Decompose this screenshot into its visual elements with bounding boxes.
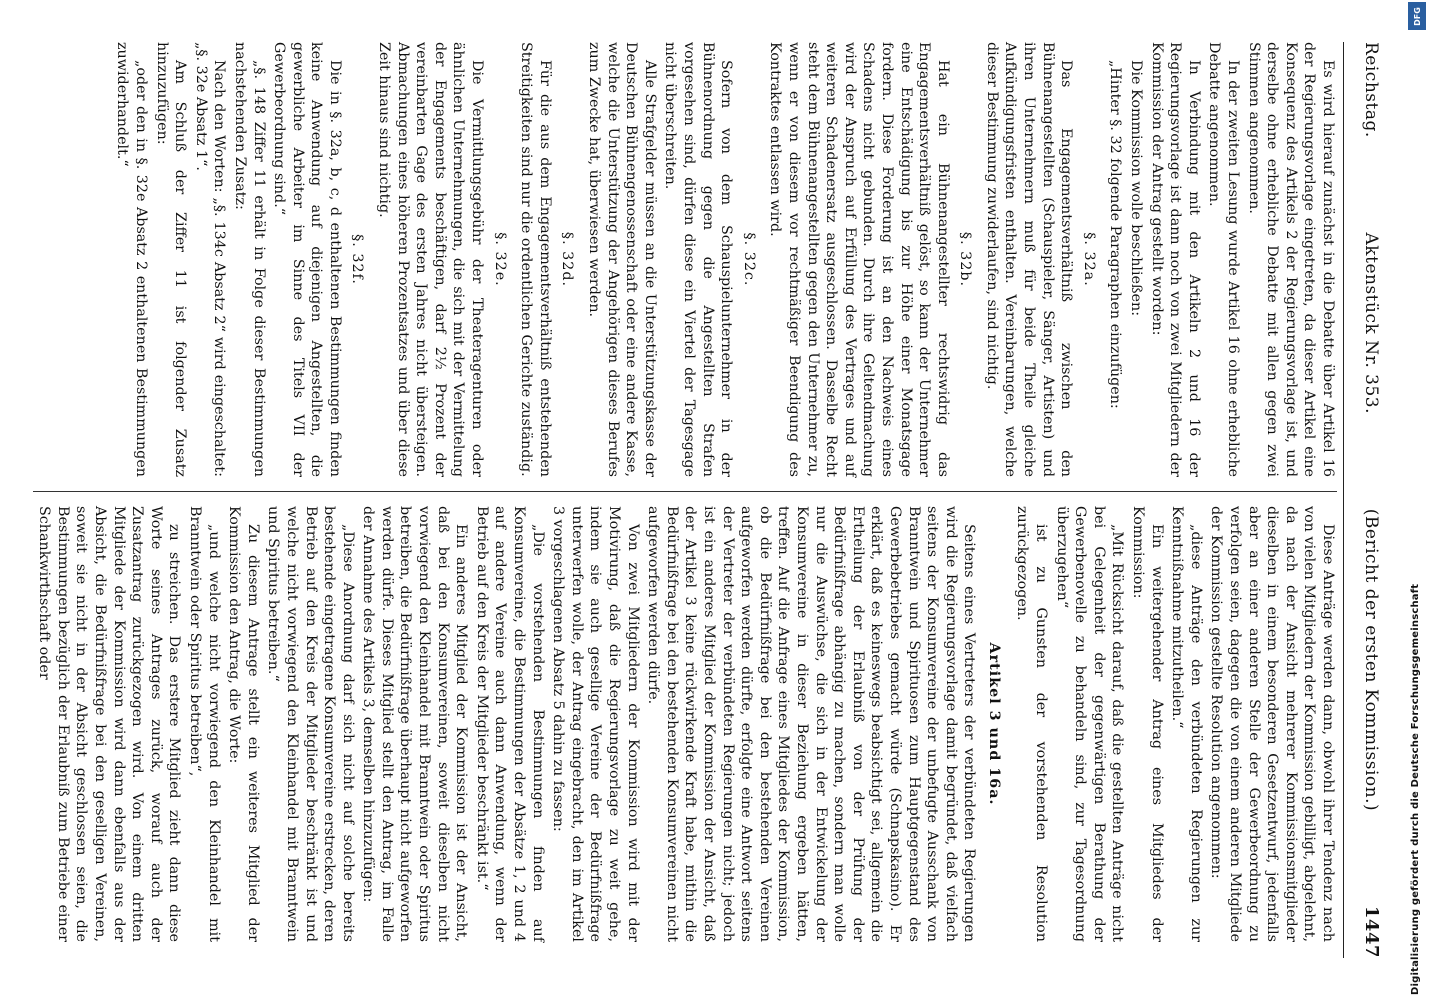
paragraph: Zu diesem Antrage stellt ein weiteres Mitglied der Kommission den Antrag, die Worte: (226, 506, 261, 942)
paragraph: Ein anderes Mitglied der Kommission ist der Ansicht, daß bei den Konsumvereinen, soweit dieselben nicht vorwiegend den Kleinhandel mit Branntwein oder Spiritus betreiben, die Bedürfnißfrage überhaupt nicht aufgeworfen werden dürfe. Dieses Mitglied stellt den Antrag, im Falle der Annahme des Artikels 3, demselben hinzuzufügen: (360, 506, 470, 942)
paragraph-marker: §. 32d. (559, 231, 576, 288)
dfg-logo: DFG (1408, 2, 1426, 30)
digitization-credit: Digitalisierung gefördert durch die Deutsche Forschungsgemeinschaft (1410, 583, 1421, 995)
paragraph: „Diese Anordnung darf sich nicht auf solche bereits bestehende eingetragene Konsumvereine erstrecken, deren Betrieb auf den Kreis der Mitglieder beschränkt ist und welche nicht vorwiegend den Kleinhandel mit Branntwein und Spiritus betreiben.“ (265, 506, 356, 942)
paragraph: Diese Anträge werden dann, obwohl ihrer Tendenz nach von vielen Mitgliedern der Kommission gebilligt, abgelehnt, da nach der Ansicht mehrerer Kommissionsmitglieder dieselben in einem besonderen Gesetzentwurf, jedenfalls aber an einer anderen Stelle der Gewerbeordnung zu verfolgen seien, dagegen die von einem anderen Mitgliede der Kommission gestellte Resolution angenommen: (1208, 506, 1336, 942)
header-report-title: (Bericht der ersten Kommission.) (1361, 508, 1381, 812)
paragraph: „oder den in §. 32e Absatz 2 enthaltenen Bestimmungen zuwiderhandelt.“ (114, 42, 149, 477)
paragraph: Es wird hierauf zunächst in die Debatte über Artikel 16 der Regierungsvorlage eingetreten, da dieser Artikel eine Konsequenz des Artikels 2 der Regierungsvorlage ist, und derselbe ohne erhebliche Debatte mit allen gegen zwei Stimmen angenommen. (1245, 42, 1336, 477)
paragraph: Für die aus dem Engagementsverhältniß entstehenden Streitigkeiten sind nur die ordentlichen Gerichte zuständig. (518, 42, 553, 477)
paragraph: „§. 148 Ziffer 11 erhält in Folge dieser Bestimmungen nachstehenden Zusatz: (231, 42, 267, 477)
paragraph: „und welche nicht vorwiegend den Kleinhandel mit Branntwein oder Spiritus betreiben“, (186, 506, 222, 942)
paragraph: ist zu Gunsten der vorstehenden Resolution zurückgezogen. (1014, 506, 1050, 942)
paragraph: Am Schluß der Ziffer 11 ist folgender Zusatz hinzuzufügen: (153, 42, 189, 477)
paragraph: Ein weitergehender Antrag eines Mitgliedes der Kommission: (1130, 506, 1165, 942)
paragraph: Nach den Worten: „§. 134c Absatz 2“ wird eingeschaltet: „§. 32e Absatz 1“. (192, 42, 228, 477)
paragraph: Die in §. 32a, b, c, d enthaltenen Bestimmungen finden keine Anwendung auf diejenigen Angestellten, die gewerbliche Arbeiter im Sinne des Titels VII der Gewerbeordnung sind.“ (271, 42, 343, 477)
paragraph: „Hinter §. 32 folgende Paragraphen einzufügen: (1107, 60, 1124, 409)
paragraph: In der zweiten Lesung wurde Artikel 16 ohne erhebliche Debatte angenommen. (1206, 42, 1242, 477)
paragraph: „Die vorstehenden Bestimmungen finden auf Konsumvereine, die Bestimmungen der Absätze 1, 2 und 4 auf andere Vereine auch dann Anwendung, wenn der Betrieb auf den Kreis der Mitglieder beschränkt ist.“ (473, 506, 546, 942)
paragraph: Seitens eines Vertreters der verbündeten Regierungen wird die Regierungsvorlage damit begründet, daß vielfach seitens der Konsumvereine der unbefugte Ausschank von Branntwein und Spirituosen zum Hauptgegenstand des Gewerbebetriebes gemacht würde (Schnapskasino). Er erklärt, daß es keineswegs beabsichtigt sei, allgemein die Ertheilung der Erlaubniß von der Prüfung der Bedürfnißfrage abhängig zu machen, sondern man wolle nur die Auswüchse, die sich in der Entwickelung der Konsumvereine in dieser Beziehung ergeben hätten, treffen. Auf die Anfrage eines Mitgliedes der Kommission, ob die Bedürfnißfrage bei den bestehenden Vereinen aufgeworfen werden dürfte, erfolgte eine Antwort seitens der Vertreter der verbündeten Regierungen nicht; jedoch ist ein anderes Mitglied der Kommission der Ansicht, daß der Artikel 3 keine rückwirkende Kraft habe, mithin die Bedürfnißfrage bei den bestehenden Konsumvereinen nicht aufgeworfen werden dürfe. (645, 506, 978, 942)
text-columns (33, 42, 1337, 958)
paragraph-marker: §. 32a. (1080, 232, 1097, 287)
document-page (10, 20, 1390, 980)
right-column (33, 492, 1337, 942)
digitization-sidebar (1402, 0, 1432, 1000)
paragraph: Alle Strafgelder müssen an die Unterstützungskasse der Deutschen Bühnengenossenschaft oder eine andere Kasse, welche die Unterstützung der Angehörigen dieses Berufes zum Zwecke hat, überwiesen werden. (586, 42, 658, 477)
paragraph-marker: §. 32b. (957, 231, 974, 288)
paragraph: Die Kommission wolle beschließen: (1128, 60, 1145, 317)
paragraph: Sofern von dem Schauspielunternehmer in der Bühnenordnung gegen die Angestellten Strafen vorgesehen sind, dürfen diese ein Viertel der Tagesgage nicht überschreiten. (662, 42, 735, 477)
page-header (1343, 42, 1382, 958)
paragraph-marker: §. 32f. (349, 234, 366, 285)
left-column (33, 42, 1337, 492)
paragraph: Die Vermittlungsgebühr der Theateragenturen oder ähnlichen Unternehmungen, die sich mit der Vermittelung der Engagements beschäftigen, darf 2½ Prozent der vereinbarten Gage des ersten Jahres nicht übersteigen. Abmachungen eines höheren Prozentsatzes und über diese Zeit hinaus sind nichtig. (376, 42, 486, 477)
paragraph-marker: §. 32e. (491, 232, 508, 287)
section-heading: Artikel 3 und 16a. (985, 642, 1002, 806)
paragraph: Hat ein Bühnenangestellter rechtswidrig das Engagementsverhältniß gelöst, so kann der Unternehmer eine Entschädigung bis zur Höhe einer Monatsgage fordern. Diese Forderung ist an den Nachweis eines Schadens nicht gebunden. Durch ihre Geltendmachung wird der Anspruch auf Erfüllung des Vertrages und auf weiteren Schadenersatz ausgeschlossen. Dasselbe Recht steht dem Bühnenangestellten gegen den Unternehmer zu, wenn er von diesem vor rechtmäßiger Beendigung des Kontraktes entlassen wird. (767, 42, 951, 477)
paragraph: Das Engagementsverhältniß zwischen den Bühnenangestellten (Schauspieler, Sänger, Artisten) und ihren Unternehmern muß für beide Theile gleiche Aufkündigungsfristen enthalten. Vereinbarungen, welche dieser Bestimmung zuwiderlaufen, sind nichtig. (983, 42, 1075, 477)
header-document-number: Aktenstück Nr. 353. (1361, 232, 1381, 414)
header-parliament: Reichstag. (1361, 42, 1381, 138)
paragraph-marker: §. 32c. (740, 232, 757, 287)
paragraph: „diese Anträge den verbündeten Regierungen zur Kenntnißnahme mitzutheilen.“ (1169, 506, 1204, 942)
paragraph: In Verbindung mit den Artikeln 2 und 16 der Regierungsvorlage ist dann noch von zwei Mitgliedern der Kommission der Antrag gestellt worden: (1148, 42, 1202, 477)
paragraph: zu streichen. Das erstere Mitglied zieht dann diese Worte seines Antrages zurück, worauf auch der Zusatzantrag zurückgezogen wird. Von einem dritten Mitgliede der Kommission wird dann ebenfalls aus der Absicht, die Bedürfnißfrage bei den geselligen Vereinen, soweit sie nicht in der Absicht geschlossen seien, die Bestimmungen bezüglich der Erlaubniß zum Betriebe einer Schankwirthschaft oder (36, 506, 183, 942)
paragraph: Von zwei Mitgliedern der Kommission wird mit der Motivirung, daß die Regierungsvorlage zu weit gehe, indem sie auch gesellige Vereine der Bedürfnißfrage unterwerfen wolle, der Antrag eingebracht, den im Artikel 3 vorgeschlagenen Absatz 5 dahin zu fassen: (550, 506, 641, 942)
page-number: 1447 (1361, 905, 1382, 958)
paragraph: „Mit Rücksicht darauf, daß die gestellten Anträge nicht bei Gelegenheit der gegenwärtigen Berathung der Gewerbenovelle zu behandeln sind, zur Tagesordnung überzugehen“ (1053, 506, 1126, 942)
